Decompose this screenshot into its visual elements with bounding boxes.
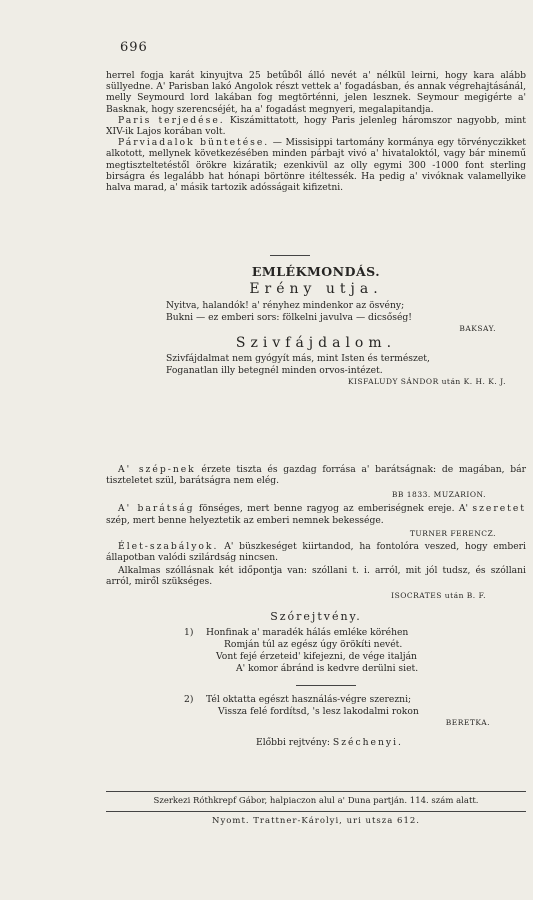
elet-text: A' büszkeséget kiirtandod, ha fontolóra veszed, hogy emberi állapotban valódi szilárdság nincsen. [106,540,526,564]
szep-heading: A' szép-nek [118,464,196,475]
paragraph-alkalmas: Alkalmas szóllásnak két időpontja van: szóllani t. i. arról, mit jól tudsz, és szóllani arról, miről szükséges. [106,565,526,588]
riddle-1 [106,627,526,675]
szorejtveny-title: Szórejtvény. [270,610,362,623]
paris-text: Kiszámittatott, hogy Paris jelenleg háromszor nagyobb, mint XIV-ik Lajos korában volt. [106,114,526,138]
riddle-2-line-1: Tél oktatta egészt használás-végre szerezni; [206,694,412,705]
paragraph-fogadas: herrel fogja karát kinyujtva 25 betűből álló nevét a' nélkül leirni, hogy kara alább süllyedne. A' Parisban lakó Angolok részt vettek a' fogadásban, és annak végrehajtásánál, melly Seymourd lord lakában fog megtörténni, jelen lesznek. Seymour megigérte a' Basknak, hogy szerencséjét, ha a' fogadást megnyeri, megalapitandja. [106,70,526,115]
szivfajdalom-line-2: Foganatlan illy betegnél minden orvos-intézet. [166,365,383,376]
riddle-1-number: 1) [184,627,194,638]
emlekmondas-section [106,264,526,386]
signature-beretka: BERETKA. [445,718,490,727]
szeretet-heading: szeretet [472,503,527,515]
erenyutja-line-2: Bukni — ez emberi sors: fölkelni javulva — dicsőség! [166,312,412,323]
news-section [106,70,526,193]
riddle-1-line-2: Romján túl az egész úgy örökíti nevét. [224,639,403,650]
paragraph-parviadal [106,137,526,193]
page-number: 696 [120,40,148,55]
signature-turner: TURNER FERENCZ. [409,528,496,538]
footer-editor: Szerkezi Róthkrepf Gábor, halpiaczon alul a' Duna partján. 114. szám alatt. [153,796,479,806]
erenyutja-line-1: Nyitva, halandók! a' rényhez mindenkor az ösvény; [166,300,405,311]
signature-muzarion: BB 1833. MUZARION. [391,490,486,500]
paragraph-szep [106,464,526,486]
riddle-section [106,610,526,749]
parviadal-text: — Missisippi tartomány kormánya egy törvényczikket alkotott, mellynek következésében minden párbajt vivó a' hivataloktól, vagy bár minemű megtiszteltetéstől örökre kizáratik; ezenkivül az olly egymi 300 -1000 font sterling birságra és legalább hat hónapi börtönre itéltessék. Ha pedig a' vivóknak valamellyike halva marad, a' másik tartozik adósságait kifizetni. [106,137,526,194]
erenyutja-title: Erény utja. [249,281,383,297]
previous-riddle-answer: Széchenyi. [332,737,403,748]
baratsag-heading: A' barátság [118,503,195,515]
paragraph-paris [106,115,526,137]
parviadal-heading: Párviadalok büntetése. [118,137,270,149]
paragraph-elet [106,541,526,563]
baratsag-text: fönséges, mert benne ragyog az emberiségnek ereje. A' [194,503,473,515]
riddle-2 [106,694,526,718]
szivfajdalom-line-1: Szivfájdalmat nem gyógyít más, mint Isten és természet, [166,353,430,364]
riddle-1-line-3: Vont fejé érzeteid' kifejezni, de vége italján [216,651,417,662]
riddle-1-line-1: Honfinak a' maradék hálás emléke köréhen [206,627,409,638]
szeretet-text: szép, mert benne helyeztetik az emberi nemnek bekessége. [106,514,384,526]
riddle-1-line-4: A' komor ábránd is kedvre derülni siet. [236,663,419,674]
signature-baksay: BAKSAY. [459,324,496,333]
szep-text: érzete tiszta és gazdag forrása a' barátságnak: de magában, bár tiszteletet szül, barátságra nem elég. [106,464,527,487]
signature-kisfaludy: KISFALUDY SÁNDOR után K. H. K. J. [347,377,506,386]
paris-heading: Paris terjedése. [118,114,225,126]
emlekmondas-title: EMLÉKMONDÁS. [251,264,381,279]
footer-rule-bottom [106,811,526,812]
footer-rule-top [106,791,526,792]
szivfajdalom-title: Szivfájdalom. [235,335,397,351]
section-divider [270,255,310,256]
riddle-2-number: 2) [184,694,194,705]
signature-isocrates: ISOCRATES után B. F. [391,590,486,600]
riddle-divider [296,685,356,686]
previous-riddle-label: Előbbi rejtvény: [256,737,330,748]
elet-heading: Élet-szabályok. [118,540,219,552]
riddle-2-line-2: Vissza felé fordítsd, 's lesz lakodalmi rokon [218,706,419,717]
maxims-section [106,464,526,600]
footer-printer: Nyomt. Trattner-Károlyi, uri utsza 612. [212,816,420,826]
previous-riddle [106,737,526,749]
paragraph-baratsag [106,503,526,525]
